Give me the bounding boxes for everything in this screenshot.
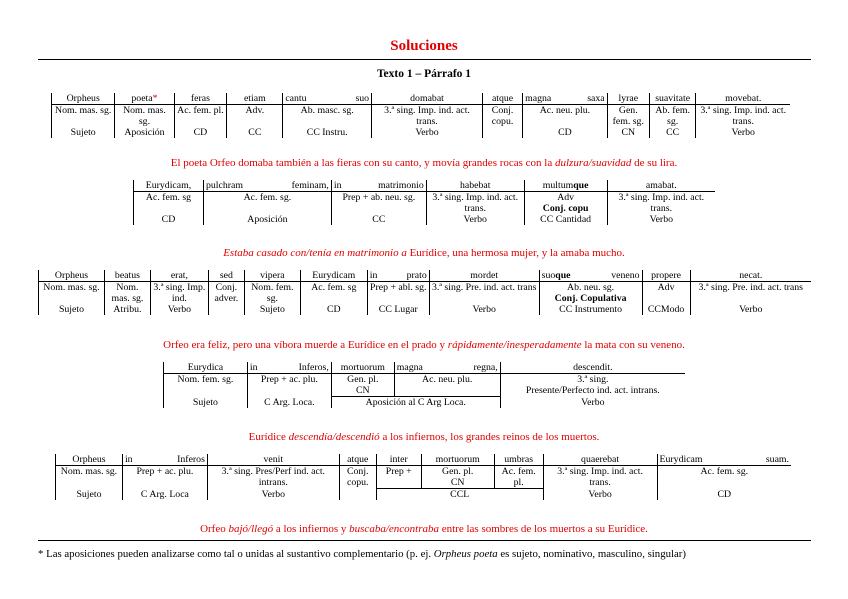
word: Orpheus bbox=[56, 454, 123, 466]
translation-1: El poeta Orfeo domaba también a las fieras con su canto, y movía grandes rocas con la dulzura/suavidad de su lira. bbox=[170, 157, 678, 169]
function bbox=[339, 489, 376, 501]
footnote: * Las aposiciones pueden analizarse como tal o unidas al sustantivo complementario (p. ej. Orpheus poeta es sujeto, nominativo, masculino, singular) bbox=[38, 548, 686, 560]
morph: Nom. fem. sg. bbox=[164, 374, 248, 397]
morph: Ac. neu. plu. bbox=[523, 105, 608, 128]
function: CC Lugar bbox=[367, 304, 429, 315]
word-row bbox=[164, 362, 686, 374]
function: CC bbox=[227, 127, 283, 138]
function: C Arg. Loca. bbox=[247, 397, 331, 409]
morph: 3.ª sing. Pre. ind. act. trans bbox=[698, 282, 803, 293]
word: habebat bbox=[426, 180, 524, 192]
word: umbras bbox=[494, 454, 543, 466]
word: sed bbox=[208, 270, 244, 282]
function: Aposición al C Arg Loca. bbox=[331, 397, 500, 409]
word: etiam bbox=[227, 93, 283, 105]
word: Orpheus bbox=[39, 270, 105, 282]
function: CC Cantidad bbox=[524, 214, 607, 225]
function: Sujeto bbox=[244, 304, 300, 315]
function: CD bbox=[523, 127, 608, 138]
morph: 3.ª sing. Imp. ind. act. trans. bbox=[618, 192, 705, 214]
word: atque bbox=[482, 93, 522, 105]
morph: Prep + ac. plu. bbox=[122, 466, 207, 489]
word: propere bbox=[642, 270, 690, 282]
word: domabat bbox=[372, 93, 483, 105]
morph: Nom. fem. sg. bbox=[244, 282, 300, 305]
title-rule bbox=[38, 59, 811, 60]
word: mordet bbox=[429, 270, 539, 282]
word: amabat. bbox=[607, 180, 715, 192]
word-row bbox=[52, 93, 791, 105]
function: CCL bbox=[376, 489, 543, 501]
function: Verbo bbox=[739, 304, 763, 315]
morph: Ac. fem. pl. bbox=[174, 105, 227, 128]
morph: 3.ª sing. Imp. ind. act. trans. bbox=[426, 192, 524, 215]
morph: 3.ª sing. Imp. ind. act. trans. bbox=[372, 105, 483, 128]
analysis-table-5 bbox=[55, 454, 791, 500]
word: multumque bbox=[524, 180, 607, 192]
function: CD bbox=[174, 127, 227, 138]
function: Aposición bbox=[203, 214, 331, 225]
word: lyrae bbox=[607, 93, 649, 105]
word: necat. bbox=[690, 270, 811, 282]
morph: Adv Conj. copu bbox=[524, 192, 607, 215]
function: CCModo bbox=[642, 304, 690, 315]
analysis-table-4 bbox=[163, 362, 685, 408]
word: poeta* bbox=[115, 93, 174, 105]
analysis-table-2 bbox=[133, 180, 715, 225]
morph: Nom. mas. sg. bbox=[52, 105, 115, 128]
function: CC Instru. bbox=[283, 127, 372, 138]
morph: Adv bbox=[642, 282, 690, 305]
word: venit bbox=[207, 454, 339, 466]
morph: 3.ª sing. Imp. ind. act. trans. bbox=[543, 466, 657, 489]
word: movebat. bbox=[696, 93, 790, 105]
function-row bbox=[52, 127, 791, 138]
function: C Arg. Loca bbox=[122, 489, 207, 501]
function: CC bbox=[649, 127, 695, 138]
function: Verbo bbox=[429, 304, 539, 315]
function: Verbo bbox=[649, 214, 673, 225]
word: suoque veneno bbox=[539, 270, 642, 282]
function: Verbo bbox=[426, 214, 524, 225]
morph: 3.ª sing. Pres/Perf ind. act. intrans. bbox=[207, 466, 339, 489]
word: mortuorum bbox=[421, 454, 494, 466]
word: suavitate bbox=[649, 93, 695, 105]
morphology-row bbox=[52, 105, 791, 128]
word: beatus bbox=[104, 270, 150, 282]
function: Atribu. bbox=[104, 304, 150, 315]
footnote-rule bbox=[38, 540, 811, 541]
function: CC bbox=[331, 214, 426, 225]
morphology-row bbox=[56, 466, 792, 489]
function: Aposición bbox=[115, 127, 174, 138]
morph: Prep + ab. neu. sg. bbox=[331, 192, 426, 215]
analysis-table-3 bbox=[38, 270, 811, 315]
function: Sujeto bbox=[39, 304, 105, 315]
morph: Ac. fem. sg bbox=[134, 192, 204, 215]
word: Eurydica bbox=[164, 362, 248, 374]
morph: Ac. fem. sg bbox=[300, 282, 367, 305]
function: CD bbox=[300, 304, 367, 315]
word: in Inferos bbox=[122, 454, 207, 466]
morph: 3.ª sing. Presente/Perfecto ind. act. intrans. bbox=[525, 374, 660, 396]
word: erat, bbox=[150, 270, 208, 282]
word: magna regna, bbox=[394, 362, 500, 374]
word: vipera bbox=[244, 270, 300, 282]
function: CD bbox=[717, 488, 732, 500]
morph: Prep + bbox=[376, 466, 421, 489]
morph: Ac. fem. pl. bbox=[494, 466, 543, 489]
word: magna saxa bbox=[523, 93, 608, 105]
function: Verbo bbox=[372, 127, 483, 138]
word: Eurydicam, bbox=[134, 180, 204, 192]
word-row bbox=[39, 270, 812, 282]
word: in matrimonio bbox=[331, 180, 426, 192]
function: Sujeto bbox=[52, 127, 115, 138]
word: Eurydicam bbox=[300, 270, 367, 282]
morph: Ac. fem. sg. bbox=[700, 466, 749, 477]
morph: Conj. copu. bbox=[339, 466, 376, 489]
section-subtitle: Texto 1 – Párrafo 1 bbox=[376, 68, 472, 80]
function: Verbo bbox=[207, 489, 339, 501]
function: CC Instrumento bbox=[539, 304, 642, 315]
word: descendit. bbox=[500, 362, 685, 374]
word: in prato bbox=[367, 270, 429, 282]
function bbox=[482, 127, 522, 138]
word: quaerebat bbox=[543, 454, 657, 466]
function: CD bbox=[134, 214, 204, 225]
word: feras bbox=[174, 93, 227, 105]
function: Sujeto bbox=[56, 489, 123, 501]
word: Orpheus bbox=[52, 93, 115, 105]
function: Verbo bbox=[581, 396, 605, 408]
morphology-row bbox=[164, 374, 686, 397]
morph: Prep + abl. sg. bbox=[367, 282, 429, 305]
function bbox=[208, 304, 244, 315]
word-row bbox=[134, 180, 716, 192]
morph: Ab. masc. sg. bbox=[283, 105, 372, 128]
morph: 3.ª sing. Imp. ind. act. trans. bbox=[700, 105, 787, 127]
morph: Nom. mas. sg. bbox=[56, 466, 123, 489]
morphology-row bbox=[39, 282, 812, 305]
function-row bbox=[39, 304, 812, 315]
function-row bbox=[56, 489, 792, 501]
morph: Ac. fem. sg. bbox=[203, 192, 331, 215]
function: Verbo bbox=[731, 127, 755, 138]
morph: Gen. pl. CN bbox=[421, 466, 494, 489]
word: pulchram feminam, bbox=[203, 180, 331, 192]
analysis-table-1 bbox=[51, 93, 790, 138]
function-row bbox=[164, 397, 686, 409]
page-title: Soluciones bbox=[390, 38, 458, 54]
morph: Conj. adver. bbox=[208, 282, 244, 305]
morph: Conj. copu. bbox=[482, 105, 522, 128]
word: atque bbox=[339, 454, 376, 466]
morph: Adv. bbox=[227, 105, 283, 128]
translation-4: Eurídice descendía/descendió a los infiernos, los grandes reinos de los muertos. bbox=[248, 431, 600, 443]
translation-3: Orfeo era feliz, pero una víbora muerde a Eurídice en el prado y rápidamente/inesperadamente la mata con su veneno. bbox=[163, 339, 685, 351]
morph: Prep + ac. plu. bbox=[247, 374, 331, 397]
word: mortuorum bbox=[331, 362, 394, 374]
function: Sujeto bbox=[164, 397, 248, 409]
morph: Gen. fem. sg. bbox=[607, 105, 649, 128]
function-row bbox=[134, 214, 716, 225]
word-row bbox=[56, 454, 792, 466]
morph: Ab. neu. sg. Conj. Copulativa bbox=[539, 282, 642, 305]
morph: 3.ª sing. Imp. ind. bbox=[150, 282, 208, 305]
word: cantu suo bbox=[283, 93, 372, 105]
function: Verbo bbox=[543, 489, 657, 501]
function: CN bbox=[607, 127, 649, 138]
morph: Gen. pl. CN bbox=[331, 374, 394, 397]
word: inter bbox=[376, 454, 421, 466]
morph: Ab. fem. sg. bbox=[649, 105, 695, 128]
morph: Ac. neu. plu. bbox=[394, 374, 500, 397]
morph: Nom. mas. sg. bbox=[115, 105, 174, 128]
translation-5: Orfeo bajó/llegó a los infiernos y buscaba/encontraba entre las sombres de los muertos a su Eurídice. bbox=[200, 523, 648, 535]
morph: Nom. mas. sg. bbox=[104, 282, 150, 305]
morph: 3.ª sing. Pre. ind. act. trans bbox=[429, 282, 539, 305]
translation-2: Estaba casado con/tenía en matrimonio a Eurídice, una hermosa mujer, y la amaba mucho. bbox=[223, 247, 625, 259]
word: Eurydicam suam. bbox=[657, 454, 791, 466]
morphology-row bbox=[134, 192, 716, 215]
function: Verbo bbox=[150, 304, 208, 315]
word: in Inferos, bbox=[247, 362, 331, 374]
morph: Nom. mas. sg. bbox=[39, 282, 105, 305]
